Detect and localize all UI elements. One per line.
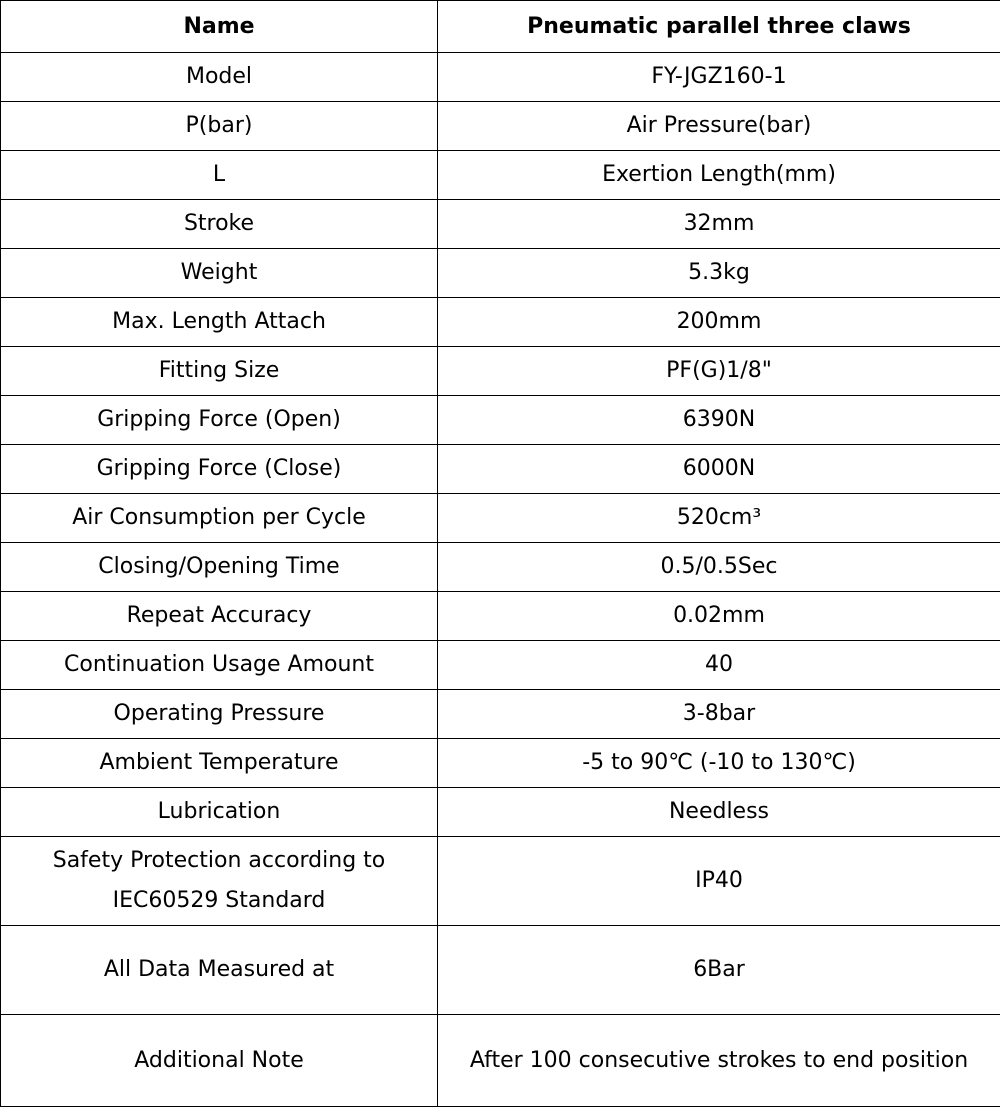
row-value: 6000N xyxy=(438,445,1000,494)
row-label: Lubrication xyxy=(1,788,438,837)
row-label: Fitting Size xyxy=(1,347,438,396)
row-value: 6Bar xyxy=(438,926,1000,1015)
table-row xyxy=(1,151,1000,200)
row-label: All Data Measured at xyxy=(1,926,438,1015)
row-value: 3-8bar xyxy=(438,690,1000,739)
row-value: 5.3kg xyxy=(438,249,1000,298)
table-row xyxy=(1,592,1000,641)
row-value: 40 xyxy=(438,641,1000,690)
table-row xyxy=(1,837,1000,926)
table-row xyxy=(1,200,1000,249)
row-value: 0.5/0.5Sec xyxy=(438,543,1000,592)
row-value: Air Pressure(bar) xyxy=(438,102,1000,151)
row-label: Ambient Temperature xyxy=(1,739,438,788)
row-value: 6390N xyxy=(438,396,1000,445)
row-value: Needless xyxy=(438,788,1000,837)
table-row xyxy=(1,249,1000,298)
row-label: Weight xyxy=(1,249,438,298)
table-row xyxy=(1,641,1000,690)
table-row xyxy=(1,690,1000,739)
row-value: 0.02mm xyxy=(438,592,1000,641)
row-label: Operating Pressure xyxy=(1,690,438,739)
row-value: -5 to 90℃ (-10 to 130℃) xyxy=(438,739,1000,788)
row-value: 32mm xyxy=(438,200,1000,249)
row-value: Exertion Length(mm) xyxy=(438,151,1000,200)
row-label: Closing/Opening Time xyxy=(1,543,438,592)
table-row xyxy=(1,102,1000,151)
header-product-name: Pneumatic parallel three claws xyxy=(438,1,1000,53)
row-label: Stroke xyxy=(1,200,438,249)
table-row xyxy=(1,445,1000,494)
table-row xyxy=(1,788,1000,837)
row-label: Continuation Usage Amount xyxy=(1,641,438,690)
row-label: Additional Note xyxy=(1,1015,438,1107)
header-name-label: Name xyxy=(1,1,438,53)
table-row xyxy=(1,347,1000,396)
table-row xyxy=(1,494,1000,543)
row-label-line-1: Safety Protection according to xyxy=(52,848,386,873)
row-value: 520cm³ xyxy=(438,494,1000,543)
row-label: Model xyxy=(1,53,438,102)
row-value: FY-JGZ160-1 xyxy=(438,53,1000,102)
row-label: Max. Length Attach xyxy=(1,298,438,347)
table-row xyxy=(1,739,1000,788)
row-value: After 100 consecutive strokes to end position xyxy=(438,1015,1000,1107)
table-row xyxy=(1,1015,1000,1107)
row-label: Gripping Force (Close) xyxy=(1,445,438,494)
table-row xyxy=(1,396,1000,445)
row-label: Gripping Force (Open) xyxy=(1,396,438,445)
row-label: Repeat Accuracy xyxy=(1,592,438,641)
table-row xyxy=(1,926,1000,1015)
table-row xyxy=(1,298,1000,347)
header-row xyxy=(1,1,1000,53)
row-label-line-2: IEC60529 Standard xyxy=(112,888,326,913)
row-label: P(bar) xyxy=(1,102,438,151)
row-value: 200mm xyxy=(438,298,1000,347)
row-value: PF(G)1/8" xyxy=(438,347,1000,396)
table-row xyxy=(1,543,1000,592)
row-label xyxy=(1,837,438,926)
row-label: Air Consumption per Cycle xyxy=(1,494,438,543)
row-value: IP40 xyxy=(438,837,1000,926)
row-label: L xyxy=(1,151,438,200)
table-row xyxy=(1,53,1000,102)
